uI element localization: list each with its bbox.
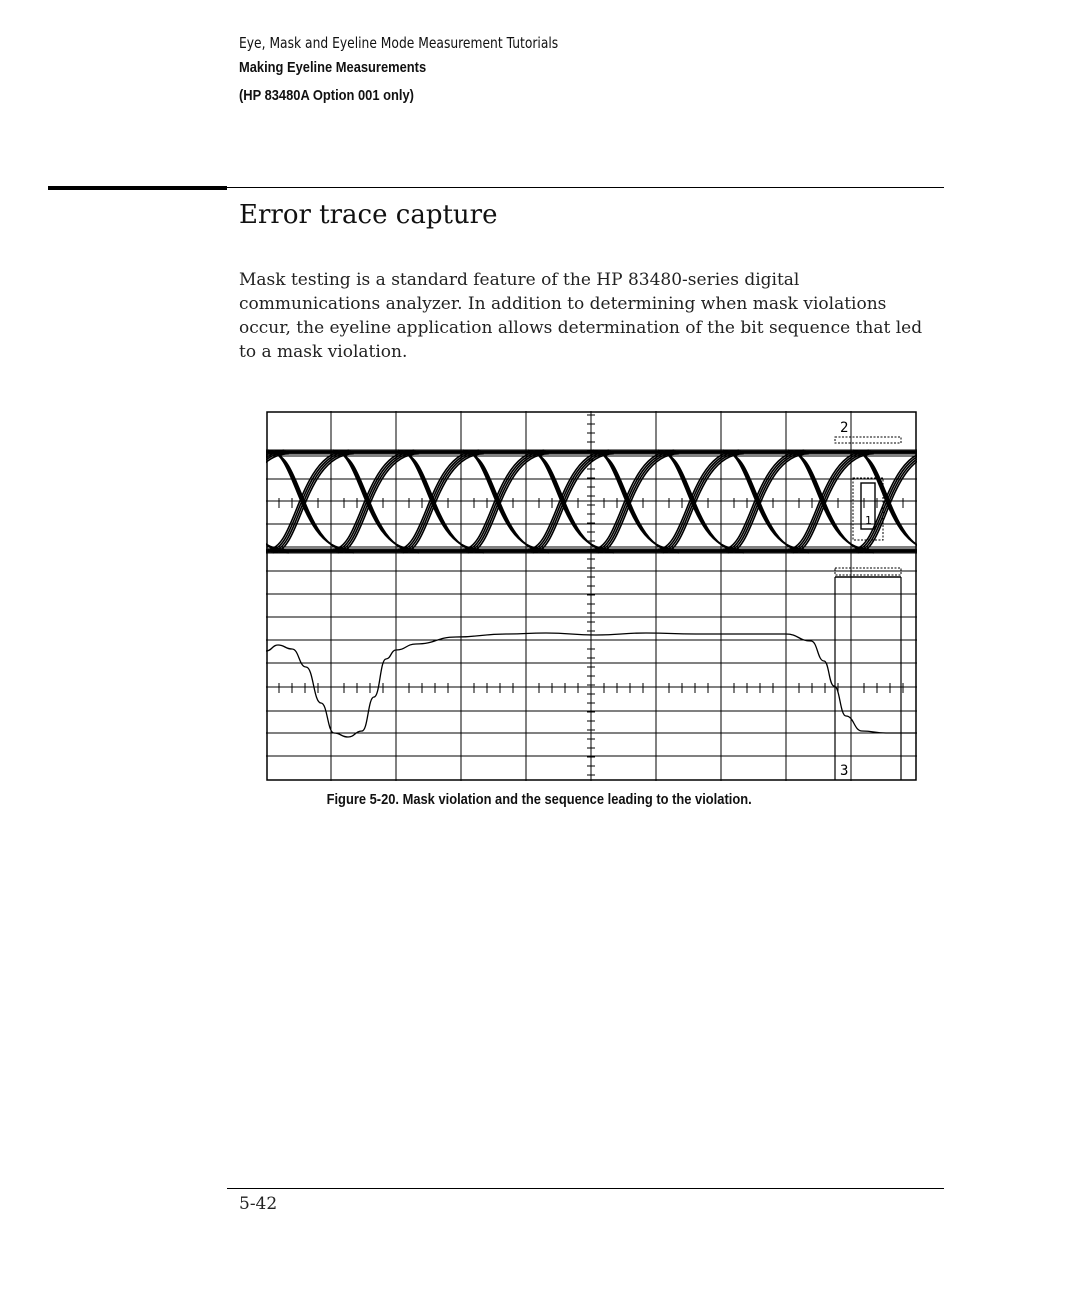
oscilloscope-display [266, 411, 917, 781]
oscilloscope-figure [266, 411, 917, 781]
figure-caption [0, 791, 1078, 808]
mask-label-2: 2 [840, 420, 849, 436]
page-number: 5-42 [239, 1194, 278, 1214]
figure-caption-text: Figure 5-20. Mask violation and the sequence leading to the violation. [326, 791, 752, 808]
page-title: Error trace capture [239, 200, 498, 230]
mask-label-1: 1 [865, 514, 872, 527]
mask-label-3: 3 [840, 763, 849, 779]
body-paragraph: Mask testing is a standard feature of the HP 83480-series digital communications analyzer. In addition to determining when mask violations occur, the eyeline application allows determination of the bit sequence that led to a mask violation. [239, 270, 923, 362]
footer-rule [227, 1188, 944, 1189]
running-header [239, 32, 628, 110]
section-qualifier: (HP 83480A Option 001 only) [239, 87, 414, 104]
section-rule-thick [48, 186, 227, 190]
section-rule-thin [227, 187, 944, 188]
chapter-title: Eye, Mask and Eyeline Mode Measurement Tutorials [239, 34, 559, 52]
section-heading: Making Eyeline Measurements [239, 59, 427, 76]
